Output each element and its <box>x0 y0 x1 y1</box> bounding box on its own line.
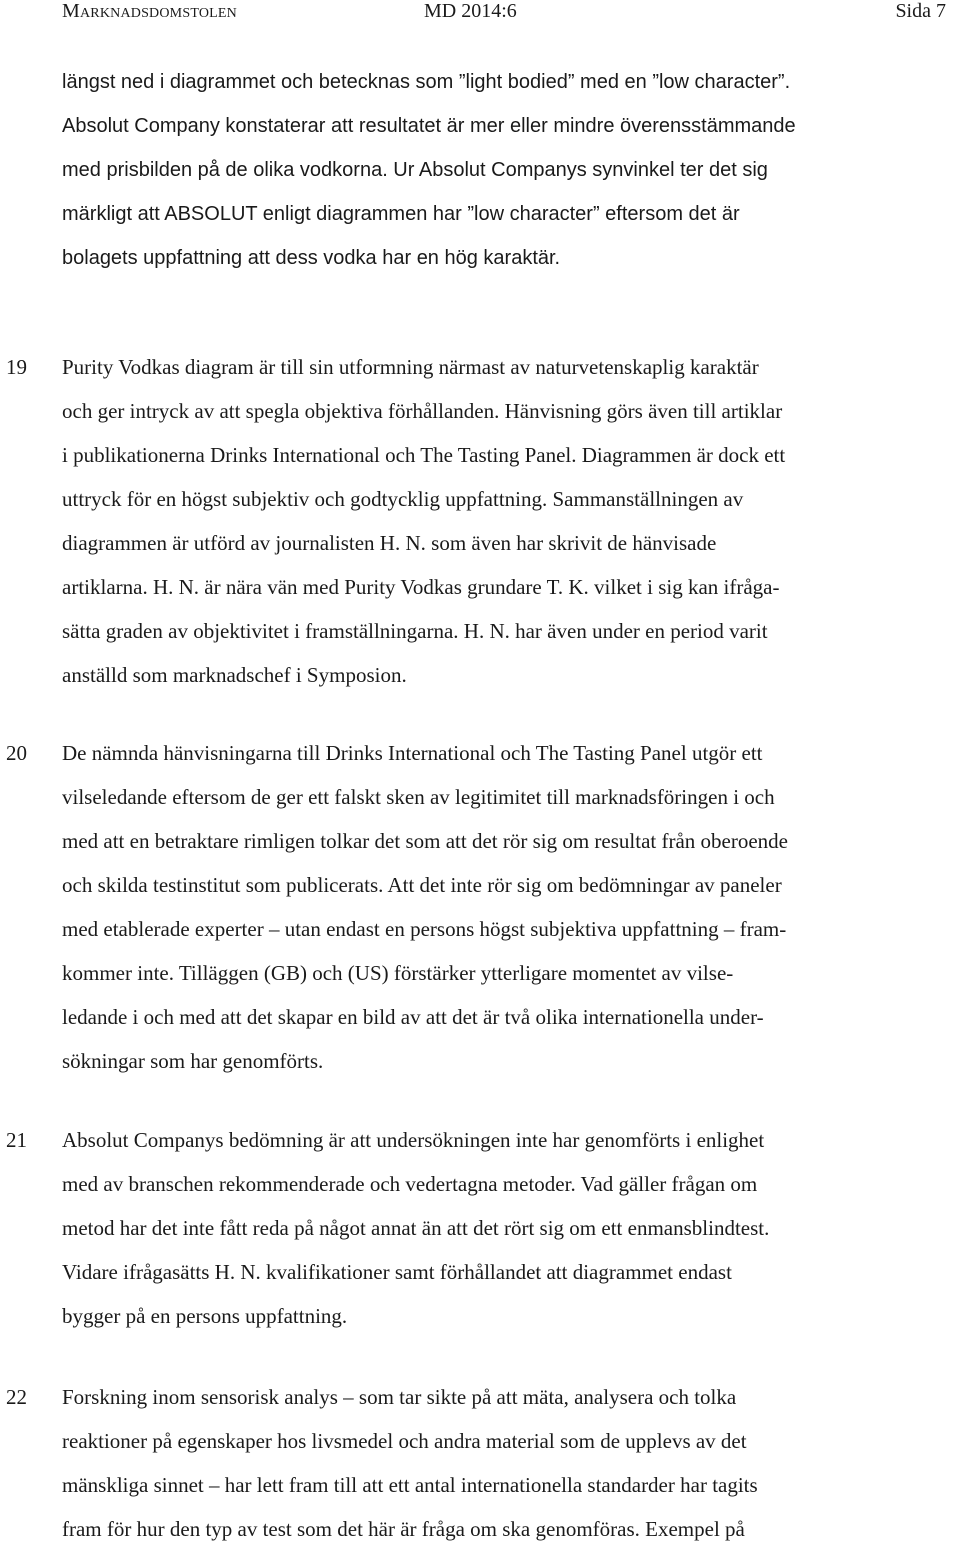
paragraph-number: 21 <box>6 1128 27 1152</box>
text-line: Purity Vodkas diagram är till sin utformning närmast av naturvetenskaplig karaktär <box>62 355 759 379</box>
text-line: ledande i och med att det skapar en bild av att det är två olika internationella under- <box>62 1005 764 1029</box>
text-line: längst ned i diagrammet och betecknas som ”light bodied” med en ”low character”. <box>62 71 791 93</box>
text-line: med av branschen rekommenderade och vedertagna metoder. Vad gäller frågan om <box>62 1172 758 1196</box>
text-line: mänskliga sinnet – har lett fram till att ett antal internationella standarder har tagits <box>62 1473 758 1497</box>
text-line: märkligt att ABSOLUT enligt diagrammen har ”low character” eftersom det är <box>62 203 740 225</box>
text-line: Absolut Company konstaterar att resultatet är mer eller mindre överensstämmande <box>62 115 796 137</box>
text-line: bygger på en persons uppfattning. <box>62 1304 348 1328</box>
text-line: reaktioner på egenskaper hos livsmedel och andra material som de upplevs av det <box>62 1429 747 1453</box>
text-line: sätta graden av objektivitet i framställningarna. H. N. har även under en period varit <box>62 619 768 643</box>
text-line: bolagets uppfattning att dess vodka har en hög karaktär. <box>62 247 561 269</box>
text-line: med prisbilden på de olika vodkorna. Ur Absolut Companys synvinkel ter det sig <box>62 159 768 181</box>
text-line: vilseledande eftersom de ger ett falskt sken av legitimitet till marknadsföringen i och <box>62 785 775 809</box>
text-line: uttryck för en högst subjektiv och godtycklig uppfattning. Sammanställningen av <box>62 487 744 511</box>
page-number: Sida 7 <box>895 0 946 22</box>
text-line: anställd som marknadschef i Symposion. <box>62 663 407 687</box>
text-line: med att en betraktare rimligen tolkar det som att det rör sig om resultat från oberoende <box>62 829 788 853</box>
text-line: artiklarna. H. N. är nära vän med Purity Vodkas grundare T. K. vilket i sig kan ifråga- <box>62 575 780 599</box>
paragraph-number: 20 <box>6 741 27 765</box>
text-line: i publikationerna Drinks International och The Tasting Panel. Diagrammen är dock ett <box>62 443 786 467</box>
case-number: MD 2014:6 <box>424 0 517 22</box>
page-header <box>62 0 960 26</box>
paragraph-number: 19 <box>6 355 27 379</box>
text-line: Forskning inom sensorisk analys – som tar sikte på att mäta, analysera och tolka <box>62 1385 737 1409</box>
text-line: Vidare ifrågasätts H. N. kvalifikationer samt förhållandet att diagrammet endast <box>62 1260 732 1284</box>
paragraph-text <box>62 731 942 1083</box>
text-line: med etablerade experter – utan endast en persons högst subjektiva uppfattning – fram- <box>62 917 787 941</box>
court-name: Marknadsdomstolen <box>62 0 237 22</box>
paragraph-text <box>62 345 942 697</box>
text-line: och ger intryck av att spegla objektiva förhållanden. Hänvisning görs även till artiklar <box>62 399 783 423</box>
text-line: kommer inte. Tilläggen (GB) och (US) förstärker ytterligare momentet av vilse- <box>62 961 734 985</box>
paragraph-number: 22 <box>6 1385 27 1409</box>
text-line: Absolut Companys bedömning är att undersökningen inte har genomförts i enlighet <box>62 1128 765 1152</box>
text-line: De nämnda hänvisningarna till Drinks International och The Tasting Panel utgör ett <box>62 741 763 765</box>
intro-text <box>62 60 942 280</box>
text-line: sökningar som har genomförts. <box>62 1049 324 1073</box>
text-line: diagrammen är utförd av journalisten H. N. som även har skrivit de hänvisade <box>62 531 717 555</box>
text-line: metod har det inte fått reda på något annat än att det rört sig om ett enmansblindtest. <box>62 1216 770 1240</box>
paragraph-text <box>62 1118 942 1338</box>
text-line: fram för hur den typ av test som det här är fråga om ska genomföras. Exempel på <box>62 1517 745 1541</box>
text-line: och skilda testinstitut som publicerats. Att det inte rör sig om bedömningar av paneler <box>62 873 782 897</box>
paragraph-text <box>62 1375 942 1551</box>
